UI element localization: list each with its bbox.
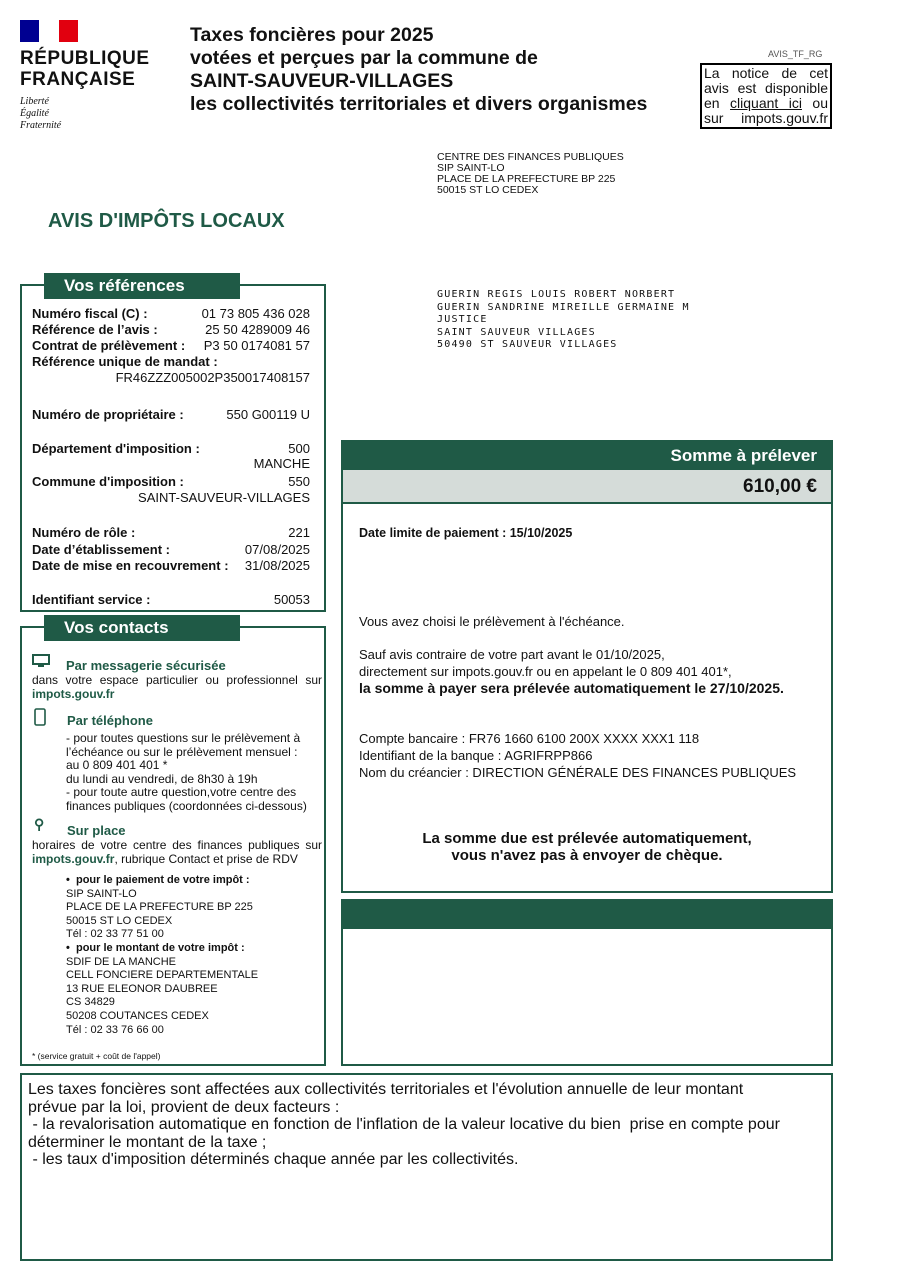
sauf-avis-line-1: Sauf avis contraire de votre part avant le 01/10/2025,	[359, 647, 665, 662]
surplace-link[interactable]: impots.gouv.fr	[32, 852, 115, 866]
date-limite: Date limite de paiement : 15/10/2025	[359, 526, 573, 540]
due-line-2: vous n'avez pas à envoyer de chèque.	[451, 847, 723, 864]
person-icon: ⚲	[34, 816, 45, 832]
info-line-3: - la revalorisation automatique en fonction de l'inflation de la valeur locative du bien prise en compte pour	[28, 1116, 780, 1133]
finance-center-address: CENTRE DES FINANCES PUBLIQUES SIP SAINT-LO PLACE DE LA PREFECTURE BP 225 50015 ST LO CEDEX	[437, 151, 624, 196]
notice-box: La notice de cet avis est disponible en cliquant ici ou sur impots.gouv.fr	[700, 63, 832, 129]
republique-francaise-logo	[20, 20, 155, 138]
due-line-1: La somme due est prélevée automatiquement,	[422, 830, 752, 847]
telephone-heading: Par téléphone	[67, 713, 153, 728]
somme-title: Somme à prélever	[343, 442, 831, 470]
paiement-block: • pour le paiement de votre impôt : SIP SAINT-LO PLACE DE LA PREFECTURE BP 225 50015 ST LO CEDEX Tél : 02 33 77 51 00 • pour le montant de votre impôt : SDIF DE LA MANCHE CELL FONCIERE DEPARTEMENTALE 13 RUE ELEONOR DAUBREE CS 34829 50208 COUTANCES CEDEX Tél : 02 33 76 66 00	[66, 874, 259, 1036]
page-title: AVIS D'IMPÔTS LOCAUX	[48, 210, 285, 232]
notice-link[interactable]: cliquant ici	[730, 95, 802, 111]
info-panel	[20, 1073, 833, 1261]
sauf-avis-line-3: la somme à payer sera prélevée automatiquement le 27/10/2025.	[359, 680, 784, 696]
contacts-panel	[20, 618, 326, 1066]
contacts-footnote: * (service gratuit + coût de l'appel)	[32, 1051, 161, 1061]
messagerie-heading: Par messagerie sécurisée	[66, 658, 226, 673]
references-panel: Vos références Numéro fiscal (C) : 01 73 805 436 028 Référence de l’avis : 25 50 4289009 46 Contrat de prélèvement : P3 50 0174081 57 Référence unique de mandat : FR46ZZZ005002P350017408157 Numéro de propriétaire : 550 G00119 U Département d'imposition : 500 MANCHE Commune d'imposition : 550 SAINT-SAUVEUR-VILLAGES Numéro de rôle : 221 Date d’établissement : 07/08/2025 Date de mise en recouvrement : 31/08/2025 Identifiant service : 50053	[20, 284, 326, 612]
info-line-1: Les taxes foncières sont affectées aux collectivités territoriales et l'évolution annuelle de leur montant	[28, 1081, 744, 1098]
computer-icon	[32, 654, 50, 671]
somme-panel	[341, 440, 833, 893]
logo-line-1: RÉPUBLIQUE	[20, 48, 150, 69]
empty-panel	[341, 899, 833, 1066]
info-line-2: prévue par la loi, provient de deux facteurs :	[28, 1098, 340, 1116]
info-line-4: déterminer le montant de la taxe ;	[28, 1133, 267, 1151]
compte-bancaire: Compte bancaire : FR76 1660 6100 200X XXXX XXX1 118	[359, 731, 700, 746]
document-title: Taxes foncières pour 2025 votées et perçues par la commune de SAINT-SAUVEUR-VILLAGES les collectivités territoriales et divers organismes	[190, 24, 648, 115]
logo-line-2: FRANÇAISE	[20, 69, 136, 90]
contacts-title: Vos contacts	[44, 615, 240, 641]
messagerie-link[interactable]: impots.gouv.fr	[32, 687, 115, 701]
nom-creancier: Nom du créancier : DIRECTION GÉNÉRALE DES FINANCES PUBLIQUES	[359, 765, 797, 780]
sauf-avis-line-2: directement sur impots.gouv.fr ou en appelant le 0 809 401 401*,	[359, 664, 732, 679]
phone-icon	[34, 708, 46, 729]
surplace-text-2: impots.gouv.fr, rubrique Contact et prise de RDV	[32, 852, 298, 866]
flag-icon	[20, 20, 78, 42]
references-title: Vos références	[44, 273, 240, 299]
choix-prelevement: Vous avez choisi le prélèvement à l'échéance.	[359, 614, 625, 629]
somme-amount: 610,00 €	[343, 470, 831, 504]
surplace-text: horaires de votre centre des finances publiques sur	[32, 838, 322, 852]
surplace-heading: Sur place	[67, 823, 126, 838]
avis-code: AVIS_TF_RG	[768, 49, 823, 59]
empty-panel-header	[343, 901, 831, 929]
messagerie-text: dans votre espace particulier ou professionnel sur	[32, 673, 322, 687]
logo-motto: Liberté Égalité Fraternité	[20, 96, 62, 131]
identifiant-banque: Identifiant de la banque : AGRIFRPP866	[359, 748, 593, 763]
telephone-text: - pour toutes questions sur le prélèvement à l’échéance ou sur le prélèvement mensuel : au 0 809 401 401 * du lundi au vendredi, de 8h30 à 19h - pour toute autre question,votre centre des finances publiques (coordonnées ci-dessous)	[66, 731, 307, 813]
info-line-5: - les taux d'imposition déterminés chaque année par les collectivités.	[28, 1151, 519, 1168]
addressee-block: GUERIN REGIS LOUIS ROBERT NORBERT GUERIN SANDRINE MIREILLE GERMAINE M JUSTICE SAINT SAUVEUR VILLAGES 50490 ST SAUVEUR VILLAGES	[437, 289, 690, 350]
